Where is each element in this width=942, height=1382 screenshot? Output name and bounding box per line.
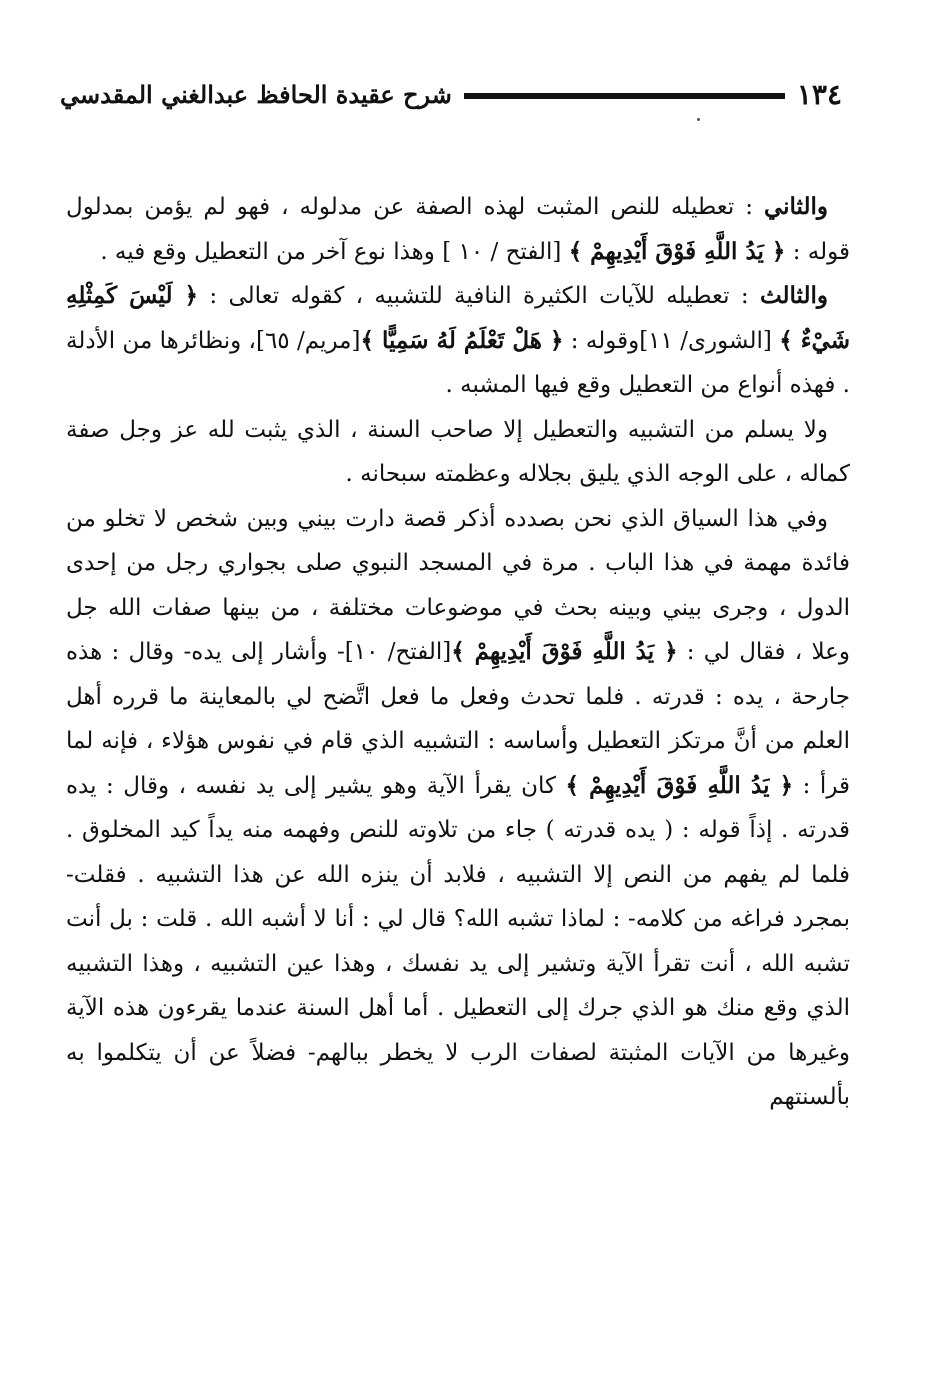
page-number: ١٣٤	[796, 77, 842, 111]
paragraph-third-point	[66, 274, 850, 408]
quran-verse: ﴿ يَدُ اللَّهِ فَوْقَ أَيْدِيهِمْ ﴾	[568, 237, 786, 265]
paragraph-text: : تعطيله للنص المثبت لهذه الصفة عن مدلوله ، فهو لم يؤمن بمدلول قوله :	[66, 194, 850, 265]
quran-verse: ﴿ هَلْ تَعْلَمُ لَهُ سَمِيًّا ﴾	[360, 326, 564, 354]
paragraph-text: : تعطيله للآيات الكثيرة النافية للتشبيه ، كقوله تعالى :	[197, 283, 760, 309]
paragraph-text: وفي هذا السياق الذي نحن بصدده أذكر قصة دارت بيني وبين شخص لا تخلو من فائدة مهمة في هذا الباب . مرة في المسجد النبوي صلى بجواري رجل من إحدى الدول ، وجرى بيني وبينه بحث في موضوعات مختلفة ، من بينها صفات الله جل وعلا ، فقال لي :	[66, 505, 850, 665]
paragraph-story	[66, 497, 850, 1120]
paragraph-text: [الفتح / ١٠ ] وهذا نوع آخر من التعطيل وقع فيه .	[100, 238, 569, 265]
page-body	[66, 185, 850, 1120]
paragraph-text: [الشورى/ ١١]وقوله :	[563, 327, 780, 354]
header-rule	[464, 93, 785, 99]
quran-verse: ﴿ يَدُ اللَّهِ فَوْقَ أَيْدِيهِمْ ﴾	[451, 638, 678, 665]
quran-verse: ﴿ يَدُ اللَّهِ فَوْقَ أَيْدِيهِمْ ﴾	[565, 771, 794, 799]
paragraph-lead: والثالث	[759, 282, 828, 309]
page-header	[60, 72, 842, 116]
paragraph-sunnah: ولا يسلم من التشبيه والتعطيل إلا صاحب السنة ، الذي يثبت لله عز وجل صفة كماله ، على الوجه الذي يليق بجلاله وعظمته سبحانه .	[66, 416, 850, 487]
paragraph-text: كان يقرأ الآية وهو يشير إلى يد نفسه ، وقال : يده قدرته . إذاً قوله : ( يده قدرته ) جاء من تلاوته للنص وفهمه منه يداً كيد المخلوق . فلما لم يفهم من النص إلا التشبيه ، فلابد أن ينزه الله عن هذا التشبيه . فقلت- بمجرد فراغه من كلامه- : لماذا تشبه الله؟ قال لي : أنا لا أشبه الله . قلت : بل أنت تشبه الله ، أنت تقرأ الآية وتشير إلى يد نفسك ، وهذا عين التشبيه ، وهذا التشبيه الذي وقع منك هو الذي جرك إلى التعطيل . أما أهل السنة عندما يقرءون هذه الآية وغيرها من الآيات المثبتة لصفات الرب لا يخطر ببالهم- فضلاً عن أن يتكلموا به بألسنتهم	[66, 772, 850, 1110]
quran-verse: ﴿ لَيْسَ كَمِثْلِهِ شَيْءٌ ﴾	[66, 282, 850, 354]
paragraph-second-point	[66, 185, 850, 274]
paragraph-lead: والثاني	[763, 193, 828, 220]
book-title: شرح عقيدة الحافظ عبدالغني المقدسي	[60, 79, 452, 109]
paragraph-text: [الفتح/ ١٠]- وأشار إلى يده- وقال : هذه جارحة ، يده : قدرته . فلما تحدث وفعل ما فعل اتَّضح لي بالمعاينة ما قرره أهل العلم من أنَّ مرتكز التعطيل وأساسه : التشبيه الذي قام في نفوس هؤلاء ، فإنه لما قرأ :	[66, 639, 851, 799]
paragraph-text: [مريم/ ٦٥]، ونظائرها من الأدلة . فهذه أنواع من التعطيل وقع فيها المشبه .	[66, 327, 850, 398]
print-speck	[697, 118, 700, 121]
